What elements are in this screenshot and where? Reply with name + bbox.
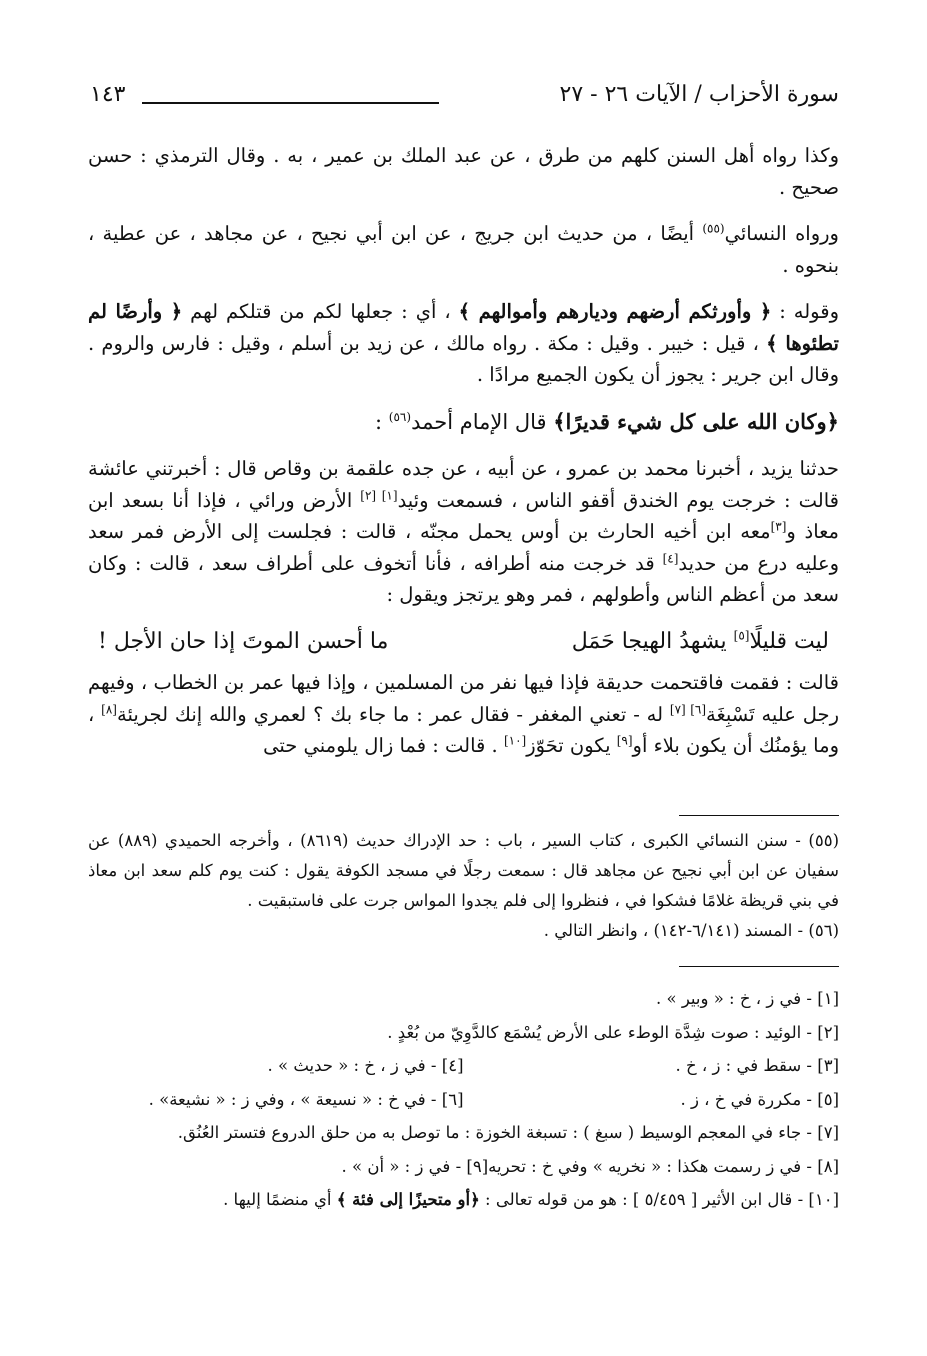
main-text	[88, 140, 839, 777]
footnote-ref: [١]	[381, 488, 398, 502]
footnote-ref: [٧]	[669, 702, 691, 716]
text: أي منضمًا إليها .	[223, 1190, 337, 1209]
footnote-ref: [٨]	[101, 702, 117, 716]
footnote: (٥٦) - المسند (٦/١٤١-١٤٢) ، وانظر التالي .	[543, 921, 839, 940]
text: أيضًا ، من حديث ابن جريج ، عن ابن أبي نجيح ، عن مجاهد ، عن عطية ، بنحوه .	[88, 222, 839, 277]
variant-note: [٥] - مكررة في خ ، ز .	[680, 1089, 839, 1109]
variant-note: [١] - في ز ، خ : « وبير » .	[656, 989, 839, 1008]
variant-note: [٣] - سقط في : ز ، خ .	[675, 1056, 839, 1075]
footnote-ref: [٤]	[662, 551, 679, 565]
footnote-ref: [١٠]	[503, 733, 527, 748]
footnote-ref: [٩]	[616, 733, 633, 748]
text: ، قيل : خيبر . وقيل : مكة . رواه مالك ، عن زيد بن أسلم ، وقيل : فارس والروم . وقال ابن جرير : يجوز أن يكون الجميع مرادًا .	[88, 331, 839, 386]
variant-note: [٦] - في خ : « نسيعة » ، وفي ز : « نشيعة» .	[148, 1089, 464, 1109]
text: ، أي : جعلها لكم من قتلكم لهم	[182, 300, 459, 323]
text: وقوله :	[771, 300, 839, 323]
quran-verse: ﴿ وأورثكم أرضهم وديارهم وأموالهم ﴾	[458, 300, 772, 323]
text: ليت قليلًا	[749, 628, 829, 654]
text: له - تعني المغفر - فقال عمر : ما جاء بك ؟ لعمري والله إنك لجريئة	[116, 702, 670, 726]
poem-hemistich-right	[572, 626, 829, 658]
text: وكذا رواه أهل السنن كلهم من طرق ، عن عبد الملك بن عمير ، به . وقال الترمذي : حسن صحيح .	[88, 144, 839, 199]
paragraph	[88, 667, 839, 762]
footnote: (٥٥) - سنن النسائي الكبرى ، كتاب السير ، باب : حد الإدراك حديث (٨٦١٩) ، وأخرجه الحميدي (٨٨٩) عن سفيان عن ابن أبي نجيح عن مجاهد قال : سمعت رجلًا في مسجد الكوفة يقول : كنت يوم كلم سعد ابن معاذ في بني قريظة غلامًا فشكوا في ، فنظروا إلى فلم يجدوا المواس جرت على فاستبقيت .	[88, 831, 840, 910]
text: قالت : فقمت فاقتحمت حديقة فإذا فيها نفر من المسلمين ، وإذا فيها عمر بن الخطاب ، وفيهم رجل عليه تَسْبِغَة	[88, 671, 840, 726]
text: قال الإمام أحمد	[411, 409, 554, 434]
text: معه ابن أخيه الحارث بن أوس يحمل مجنّه ، قالت : فجلست إلى الأرض فمر سعد وعليه درع من حديد	[88, 520, 840, 575]
variant-note: [٢] - الوئيد : صوت شِدَّة الوطء على الأرض يُسْمَع كالدَّوِيّ من بُعْدٍ .	[387, 1022, 839, 1042]
text: ورواه النسائي	[724, 222, 839, 245]
footnote-ref: [٦]	[690, 702, 707, 716]
paragraph	[88, 296, 839, 391]
manuscript-variants	[88, 982, 839, 1217]
text: يشهدُ الهيجا حَمَل	[571, 628, 734, 654]
variant-note	[88, 1183, 839, 1217]
footnote-ref: (٥٥)	[702, 221, 725, 236]
variant-row	[88, 1116, 839, 1150]
text: حدثنا يزيد ، أخبرنا محمد بن عمرو ، عن أبيه ، عن جده علقمة بن وقاص قال : أخبرتني عائشة قالت : خرجت يوم الخندق أقفو الناس ، فسمعت وئيد	[88, 457, 839, 512]
footnotes	[88, 826, 839, 946]
variant-row	[88, 1049, 839, 1083]
variant-note: [٨] - في ز رسمت هكذا : « نخريه » وفي خ : تحريه[٩] - في ز : « أن » .	[341, 1156, 839, 1176]
footnote-ref: [٢]	[360, 488, 382, 502]
running-title: سورة الأحزاب / الآيات ٢٦ - ٢٧	[559, 82, 839, 107]
footnote-ref: [٥]	[733, 628, 750, 643]
page-header	[90, 82, 839, 118]
variant-row	[88, 1150, 839, 1184]
quran-verse: ﴿ وأرضًا لم تطئوها ﴾	[88, 300, 839, 355]
paragraph	[88, 453, 839, 611]
variant-note: [٤] - في ز ، خ : « حديث » .	[267, 1056, 464, 1075]
variant-row	[88, 1183, 839, 1217]
text: ، وما يؤمنُك أن يكون بلاء أو	[88, 702, 839, 757]
quran-verse: ﴿وكان الله على كل شيء قديرًا﴾	[553, 408, 839, 434]
paragraph	[88, 140, 839, 203]
paragraph	[88, 218, 839, 281]
paragraph	[88, 406, 839, 439]
variant-row	[88, 1016, 839, 1050]
text: . قالت : فما زال يلومني حتى	[263, 734, 504, 757]
footnote-rule	[679, 815, 839, 816]
variant-row	[88, 982, 839, 1016]
footnote-ref: [٣]	[770, 519, 787, 534]
variant-note: [٧] - جاء في المعجم الوسيط ( سبغ ) : تسبغة الخوزة : ما توصل به من حلق الدروع فتستر العُنُق.	[177, 1123, 839, 1142]
poem-hemistich-left: ما أحسن الموتَ إذا حان الأجل !	[98, 628, 389, 654]
page-number: ١٤٣	[90, 82, 126, 107]
variants-rule	[679, 966, 839, 967]
text: :	[375, 409, 389, 434]
text: الأرض ورائي ، فإذا أنا بسعد ابن معاذ و	[88, 488, 839, 543]
quran-verse: ﴿أو متحيزًا إلى فئة ﴾	[336, 1190, 480, 1209]
text: يكون تحَوّز	[526, 734, 617, 757]
text: قد خرجت منه أطرافه ، فأنا أتخوف على أطراف سعد ، قالت : وكان سعد من أعظم الناس وأطولهم ، فمر وهو يرتجز ويقول :	[88, 551, 839, 606]
variant-row	[88, 1083, 839, 1117]
text: [١٠] - قال ابن الأثير [ ٥/٤٥٩ ] : هو من قوله تعالى :	[479, 1190, 839, 1209]
poem-verse	[88, 626, 839, 658]
footnote-ref: (٥٦)	[388, 409, 412, 424]
header-rule	[142, 102, 439, 104]
